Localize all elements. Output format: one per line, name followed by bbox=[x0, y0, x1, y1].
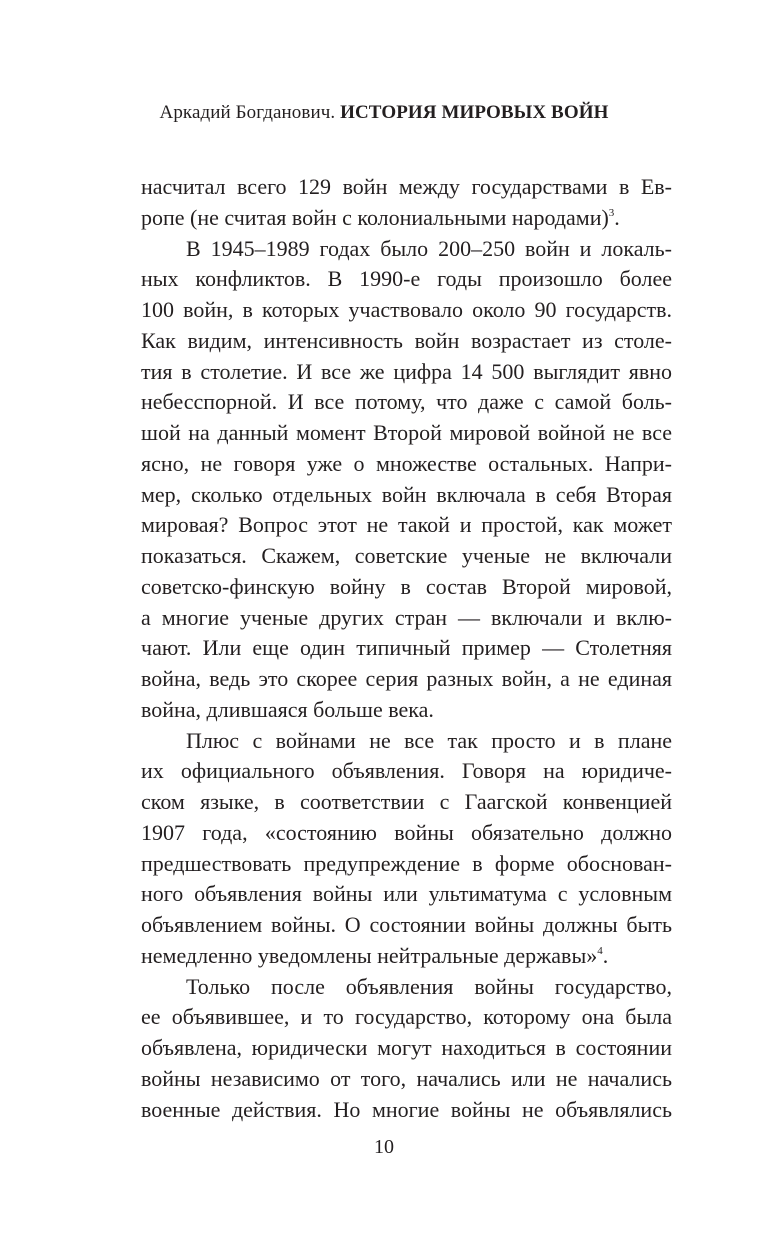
text-line bbox=[141, 941, 672, 972]
body-text bbox=[141, 172, 672, 1125]
text-line-content: ясно, не говоря уже о множестве остальных. Напри- bbox=[141, 450, 672, 476]
text-line-content: война, ведь это скорее серия разных войн, а не единая bbox=[141, 666, 672, 691]
text-line-content: немедленно уведомлены нейтральные державы» bbox=[141, 942, 598, 968]
footnote-marker[interactable]: 3 bbox=[608, 206, 615, 219]
text-line-content: войны независимо от того, начались или не начались bbox=[141, 1065, 672, 1091]
text-line bbox=[141, 264, 672, 295]
text-line bbox=[141, 541, 672, 572]
text-line-tail: . bbox=[602, 942, 609, 968]
text-line bbox=[141, 818, 672, 849]
text-line-content: ропе (не считая войн с колониальными народами) bbox=[141, 204, 609, 230]
text-line bbox=[141, 1095, 672, 1126]
text-line-content: объявлением войны. О состоянии войны должны быть bbox=[141, 912, 672, 937]
text-line-content: ных конфликтов. В 1990-е годы произошло более bbox=[141, 266, 672, 292]
text-line bbox=[141, 910, 672, 941]
text-line bbox=[141, 664, 672, 695]
text-line-content: Как видим, интенсивность войн возрастает из столе- bbox=[141, 327, 672, 353]
text-line bbox=[141, 387, 672, 418]
text-line bbox=[141, 1064, 672, 1095]
text-line-content: чают. Или еще один типичный пример — Столетняя bbox=[141, 635, 672, 661]
text-line-content: показаться. Скажем, советские ученые не включали bbox=[141, 543, 672, 568]
text-line-tail: . bbox=[614, 204, 620, 230]
footnote-marker[interactable]: 4 bbox=[597, 944, 603, 957]
text-line bbox=[141, 449, 672, 480]
text-line-content: военные действия. Но многие войны не объявлялись bbox=[141, 1096, 672, 1122]
text-line bbox=[141, 756, 672, 787]
text-line-content: небесспорной. И все потому, что даже с самой боль- bbox=[141, 389, 672, 415]
text-line bbox=[141, 1002, 672, 1033]
text-line-content: шой на данный момент Второй мировой войной не все bbox=[141, 420, 672, 445]
running-head-author: Аркадий Богданович. bbox=[159, 102, 336, 123]
text-line bbox=[141, 849, 672, 880]
text-line-content: объявлена, юридически могут находиться в состоянии bbox=[141, 1035, 672, 1060]
text-line bbox=[141, 787, 672, 818]
text-line-content: война, длившаяся больше века. bbox=[141, 696, 434, 722]
text-line bbox=[141, 603, 672, 634]
text-line bbox=[141, 480, 672, 511]
page-number: 10 bbox=[374, 1136, 394, 1158]
text-line-content: ного объявления войны или ультиматума с условным bbox=[141, 881, 672, 907]
text-line-content: насчитал всего 129 войн между государствами в Ев- bbox=[141, 174, 672, 199]
text-line bbox=[141, 726, 672, 757]
text-line-content: В 1945–1989 годах было 200–250 войн и локаль- bbox=[186, 235, 672, 261]
text-line bbox=[141, 572, 672, 603]
text-line-content: мер, сколько отдельных войн включала в себя Вторая bbox=[141, 481, 672, 507]
text-line bbox=[141, 172, 672, 203]
text-line-content: ском языке, в соответствии с Гаагской конвенцией bbox=[141, 789, 672, 814]
text-line-content: тия в столетие. И все же цифра 14 500 выглядит явно bbox=[141, 358, 672, 384]
text-line bbox=[141, 510, 672, 541]
text-line-content: а многие ученые других стран — включали и вклю- bbox=[141, 604, 672, 630]
running-head-title: ИСТОРИЯ МИРОВЫХ ВОЙН bbox=[340, 102, 609, 123]
text-line bbox=[141, 234, 672, 265]
text-line bbox=[141, 418, 672, 449]
text-line bbox=[141, 1033, 672, 1064]
text-line bbox=[141, 633, 672, 664]
text-line-content: их официального объявления. Говоря на юридиче- bbox=[141, 758, 672, 784]
text-line bbox=[141, 695, 672, 726]
text-line-content: Плюс с войнами не все так просто и в плане bbox=[186, 727, 672, 753]
text-line-content: предшествовать предупреждение в форме обоснован- bbox=[141, 850, 672, 876]
text-line bbox=[141, 203, 672, 234]
text-line bbox=[141, 357, 672, 388]
text-line bbox=[141, 295, 672, 326]
text-line-content: советско-финскую войну в состав Второй мировой, bbox=[141, 573, 672, 599]
text-line bbox=[141, 972, 672, 1003]
text-line bbox=[141, 326, 672, 357]
text-line bbox=[141, 879, 672, 910]
text-line-content: ее объявившее, и то государство, которому она была bbox=[141, 1004, 672, 1030]
text-line-content: Только после объявления войны государство, bbox=[186, 973, 672, 999]
text-line-content: 1907 года, «состоянию войны обязательно должно bbox=[141, 819, 672, 845]
text-line-content: 100 войн, в которых участвовало около 90 государств. bbox=[141, 297, 672, 322]
running-head bbox=[0, 102, 768, 124]
text-line-content: мировая? Вопрос этот не такой и простой, как может bbox=[141, 512, 672, 538]
